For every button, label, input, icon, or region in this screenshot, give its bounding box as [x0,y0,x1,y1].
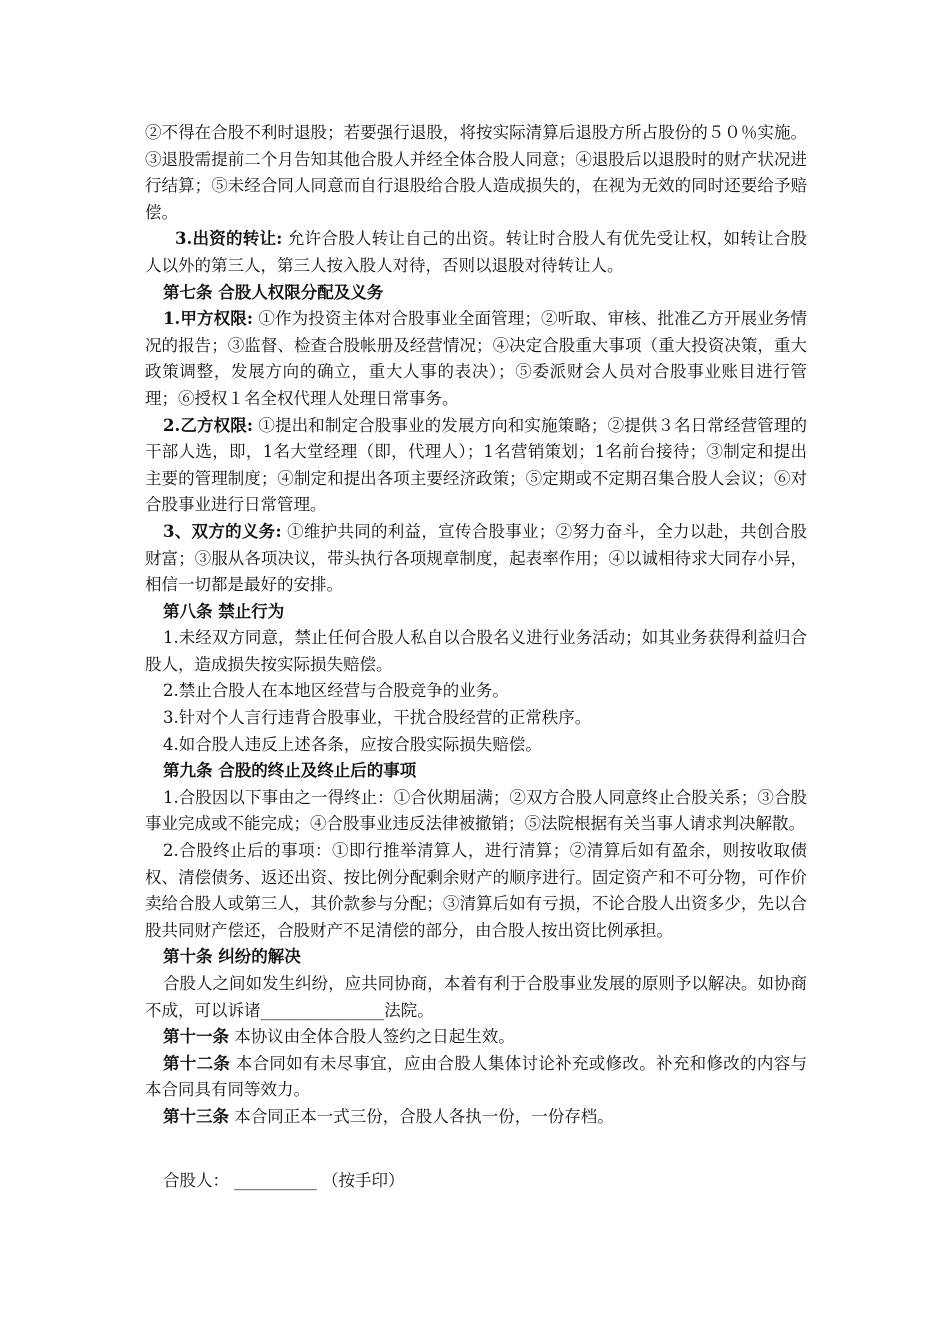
paragraph-termination-causes [145,785,807,838]
paragraph-text: 3.针对个人言行违背合股事业，干扰合股经营的正常秩序。 [163,708,592,728]
paragraph-lead: 1.甲方权限: [163,309,253,329]
article-13 [145,1104,807,1131]
article-8-heading [145,599,807,626]
paragraph-text: 合股人之间如发生纠纷，应共同协商，本着有利于合股事业发展的原则予以解决。如协商不成，可以诉诸_______________法院。 [145,974,807,1020]
paragraph-prohibition-2 [145,678,807,705]
article-7-heading [145,280,807,307]
paragraph-prohibition-1 [145,625,807,678]
paragraph-text: 1.未经双方同意，禁止任何合股人私自以合股名义进行业务活动；如其业务获得利益归合股人，造成损失按实际损失赔偿。 [145,628,807,674]
article-9-heading [145,758,807,785]
paragraph-lead: 2.乙方权限: [163,415,253,435]
signature-label: 合股人： [163,1171,229,1190]
signature-blank: __________ [234,1171,317,1190]
signature-note: （按手印） [322,1171,405,1190]
paragraph-capital-transfer [145,226,807,279]
heading-text: 第九条 合股的终止及终止后的事项 [163,761,417,781]
paragraph-text: ①作为投资主体对合股事业全面管理；②听取、审核、批准乙方开展业务情况的报告；③监督、检查合股帐册及经营情况；④决定合股重大事项（重大投资决策，重大政策调整，发展方向的确立，重大人事的表决）；⑤委派财会人员对合股事业账目进行管理；⑥授权１名全权代理人处理日常事务。 [145,309,807,408]
signature-line [163,1168,405,1194]
paragraph-text: ②不得在合股不利时退股；若要强行退股，将按实际清算后退股方所占股份的５０％实施。③退股需提前二个月告知其他合股人并经全体合股人同意；④退股后以退股时的财产状况进行结算；⑤未经合同人同意而自行退股给合股人造成损失的，在视为无效的同时还要给予赔偿。 [145,123,807,222]
heading-text: 第八条 禁止行为 [163,601,285,621]
paragraph-text: 1.合股因以下事由之一得终止：①合伙期届满；②双方合股人同意终止合股关系；③合股事业完成或不能完成；④合股事业违反法律被撤销；⑤法院根据有关当事人请求判决解散。 [145,787,807,834]
paragraph-text: 允许合股人转让自己的出资。转让时合股人有优先受让权，如转让合股人以外的第三人，第三人按入股人对待，否则以退股对待转让人。 [145,229,807,275]
article-11 [145,1024,807,1051]
document-body [145,120,807,1131]
heading-text: 第十条 纠纷的解决 [163,947,301,967]
paragraph-text: 本合同如有未尽事宜，应由合股人集体讨论补充或修改。补充和修改的内容与本合同具有同等效力。 [145,1053,808,1100]
paragraph-text: 本合同正本一式三份，合股人各执一份，一份存档。 [229,1106,614,1126]
paragraph-text: 4.如合股人违反上述各条，应按合股实际损失赔偿。 [163,734,542,754]
paragraph-lead: 3、双方的义务: [163,521,282,541]
paragraph-lead: 第十三条 [163,1106,229,1126]
paragraph-prohibition-4 [145,732,807,759]
paragraph-withdrawal-terms [145,120,807,226]
paragraph-party-b-rights [145,413,807,519]
paragraph-text: 2.合股终止后的事项：①即行推举清算人，进行清算；②清算后如有盈余，则按收取债权、清偿债务、返还出资、按比例分配剩余财产的顺序进行。固定资产和不可分物，可作价卖给合股人或第三人，其价款参与分配；③清算后如有亏损，不论合股人出资多少，先以合股共同财产偿还，合股财产不足清偿的部分，由合股人按出资比例承担。 [145,841,807,940]
paragraph-party-a-rights [145,306,807,412]
paragraph-text: 本协议由全体合股人签约之日起生效。 [229,1027,515,1047]
paragraph-lead: 第十二条 [163,1053,231,1073]
paragraph-lead: 3.出资的转让: [175,229,283,249]
paragraph-text: 2.禁止合股人在本地区经营与合股竞争的业务。 [163,681,509,701]
article-12 [145,1051,807,1104]
paragraph-dispute-resolution [145,971,807,1024]
paragraph-termination-matters [145,838,807,944]
paragraph-mutual-obligations [145,519,807,599]
paragraph-text: ①提出和制定合股事业的发展方向和实施策略；②提供３名日常经营管理的干部人选，即，1名大堂经理（即，代理人）；1名营销策划；1名前台接待；③制定和提出主要的管理制度；④制定和提出各项主要经济政策；⑤定期或不定期召集合股人会议；⑥对合股事业进行日常管理。 [145,415,807,515]
paragraph-lead: 第十一条 [163,1027,229,1047]
paragraph-prohibition-3 [145,705,807,732]
paragraph-text: ①维护共同的利益，宣传合股事业；②努力奋斗，全力以赴，共创合股财富；③服从各项决议，带头执行各项规章制度，起表率作用；④以诚相待求大同存小异，相信一切都是最好的安排。 [145,521,807,595]
article-10-heading [145,944,807,971]
heading-text: 第七条 合股人权限分配及义务 [163,282,384,302]
